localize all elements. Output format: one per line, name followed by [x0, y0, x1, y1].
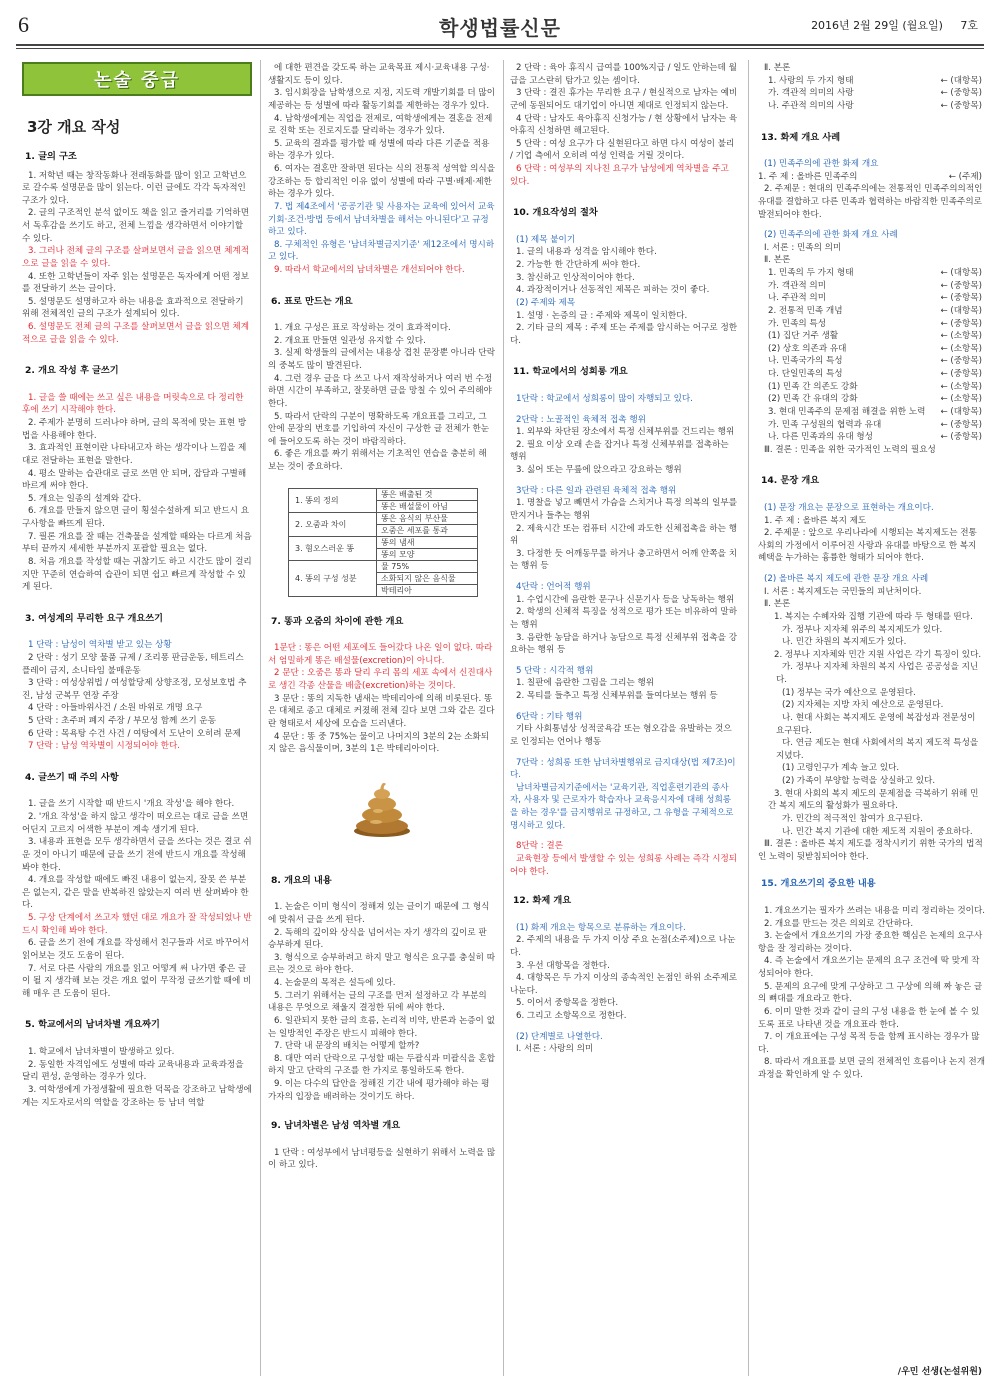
outline-tag: ← (대항목) [940, 268, 982, 279]
outline-row [758, 368, 986, 381]
section-heading: 3. 여성계의 무리한 요구 개요쓰기 [25, 612, 164, 624]
paragraph: 7. 법 제4조에서 '공공기관 및 사용자는 교육에 있어서 교육기회·조건·방법 등에서 남녀차별을 해서는 아니된다'고 규정하고 있다. [268, 201, 495, 238]
outline-item: Ⅱ. 본론 [764, 63, 791, 73]
table-row [289, 488, 478, 500]
paragraph: 5. 그러기 위해서는 글의 구조를 먼저 설정하고 각 부분의 내용은 무엇으로 채울지 결정한 뒤에 써야 한다. [268, 990, 487, 1014]
paragraph: 9. 따라서 학교에서의 남녀차별은 개선되어야 한다. [274, 265, 465, 275]
outline-tag: ← (중항목) [940, 318, 982, 329]
list-item: 2. 주제의 내용을 두 가지 이상 주요 논점(소주제)으로 나눈다. [510, 935, 736, 958]
paragraph: 6 단락 : 여성부의 지나친 요구가 남성에게 역차별을 주고 있다. [510, 164, 729, 187]
section-heading: 7. 똥과 오줌의 차이에 관한 개요 [271, 615, 404, 627]
list-item: 1. 칠판에 음란한 그림을 그리는 행위 [516, 678, 655, 689]
paragraph: 2. 글의 구조적인 분석 없이도 책을 읽고 즐거리를 기억하면서 독후감을 쓰기도 하고, 전체 느낌을 생각하면서 이야기할 수 있다. [22, 208, 249, 244]
outline-row [758, 87, 986, 100]
table-cell: 똥의 모양 [377, 548, 478, 560]
list-item: 3. 음란한 농담을 하거나 농담으로 특정 신체부위 접촉을 강요하는 행위 등 [510, 632, 737, 656]
section-heading: 13. 화제 개요 사례 [761, 131, 841, 143]
table-cell: 물 75% [377, 560, 478, 572]
outline-item: 1. 사랑의 두 가지 형태 [768, 75, 854, 86]
table-cell: 4. 똥의 구성 성분 [289, 560, 377, 596]
list-item: 2. 학생의 신체적 특징을 성적으로 평가 또는 비유하여 말하는 행위 [510, 607, 737, 630]
paragraph: 4. 남학생에게는 직업을 전제로, 여학생에게는 결혼을 전제로 진학 또는 진로지도를 달리하는 경우가 있다. [268, 113, 493, 137]
subheading: 4단락 : 언어적 행위 [516, 582, 591, 593]
paragraph: 2. 개요를 만드는 것은 의외로 간단하다. [764, 918, 914, 929]
outline-tag: ← (소항목) [940, 343, 982, 354]
list-item: 6 단락 : 목욕탕 수건 사건 / 여탕에서 도난이 오히려 문제 [28, 728, 241, 739]
section-heading: 2. 개요 작성 후 글쓰기 [25, 365, 119, 377]
paragraph: 2. 개요표 만들면 일관성 유지할 수 있다. [274, 335, 426, 346]
section-heading: 4. 글쓰기 때 주의 사항 [25, 771, 119, 783]
paragraph: 7. 서로 다른 사람의 개요를 읽고 어떻게 써 나가면 좋은 글이 될 지 생각해 보는 것은 개요 없이 무작정 글쓰기할 때에 비해 매우 큰 도움이 된다. [22, 963, 252, 999]
table-row [289, 560, 478, 572]
outline-item: 1. 민족의 두 가지 형태 [768, 268, 854, 279]
outline-item: 1. 주 제 : 올바른 민족주의 [758, 171, 858, 182]
outline-tag: ← (대항목) [940, 75, 982, 86]
paragraph: 5. 따라서 단락의 구분이 명확하도록 개요표를 그리고, 그 안에 문장의 번호를 기입하여 자신이 구상한 글 전체가 한눈에 들어오도록 하는 것이 바람직하다. [268, 411, 490, 447]
outline-item: 가. 객관적 의미의 사랑 [768, 88, 854, 99]
paragraph: 8. 따라서 개요표를 보면 글의 전체적인 흐름이나 논지 전개 과정을 확인하게 알 수 있다. [758, 1057, 985, 1081]
paragraph: 1. 개요쓰기는 필자가 쓰려는 내용을 미리 정리하는 것이다. [764, 905, 985, 916]
list-item: 7 단락 : 남성 역차별이 시정되어야 한다. [28, 741, 181, 752]
outline-list [758, 267, 986, 444]
outline-item: Ⅲ. 결론 : 올바른 복지 제도를 정착시키기 위한 국가의 법적인 노력이 뒷받침되어야 한다. [758, 839, 983, 862]
outline-row [758, 343, 986, 356]
list-item: 기타 사회통념상 성적굴욕감 또는 혐오감을 유발하는 것으로 인정되는 언어나 행동 [510, 724, 732, 747]
outline-item: 나. 민족국가의 특성 [768, 356, 843, 367]
paragraph: 2. 주제가 분명히 드러나야 하며, 글의 목적에 맞는 표현 방법을 사용해야 한다. [22, 418, 247, 441]
list-item: 2 단락 : 성기 모양 물품 규제 / 조리퐁 판금운동, 테트리스 플레이 금지, 소니타임 불매운동 [22, 652, 244, 676]
paragraph: 6. 여자는 결혼만 잘하면 된다는 식의 전통적 성역할 의식을 강조하는 등 합리적인 이유 없이 성별에 따라 구별·배제·제한하는 경우가 있다. [268, 164, 495, 200]
page-header [0, 0, 1000, 44]
outline-item: 가. 민족의 특성 [768, 318, 827, 329]
outline-item: 다. 단일민족의 특성 [768, 369, 843, 380]
outline-row [758, 305, 986, 318]
subheading: 6단락 : 기타 행위 [516, 711, 583, 722]
badge-label: 논술 중급 [94, 70, 180, 91]
section-heading: 5. 학교에서의 남녀차별 개요짜기 [25, 1019, 160, 1031]
paragraph: 5. 구상 단계에서 쓰고자 했던 대로 개요가 잘 작성되었나 반드시 확인해 봐야 한다. [22, 913, 252, 936]
paragraph: 7. 필론 개요를 잘 때는 건축물을 설계할 때와는 다르게 처음부터 끝까지 세세한 부분까지 포괄할 필요는 없다. [22, 531, 252, 555]
paragraph: 3. 실제 학생들의 글에서는 내용상 겹친 문장뿐 아니라 단락의 중복도 많이 발견된다. [268, 348, 495, 372]
poop-illustration [352, 776, 412, 838]
paragraph: 1. 글을 쓸 때에는 쓰고 싶은 내용을 머릿속으로 다 정리한 후에 쓰기 시작해야 한다. [22, 392, 244, 416]
section-heading: 9. 남녀차별은 남성 역차별 개요 [271, 1120, 401, 1132]
paragraph: 8. 대만 여러 단락으로 구성할 때는 두괄식과 미괄식을 혼합하지 말고 단락의 구조를 한 가지로 통일하도록 한다. [268, 1053, 495, 1077]
paragraph: 에 대한 편견을 갖도록 하는 교육목표 제시·교육내용 구성·생활지도 등이 있다. [268, 63, 490, 86]
outline-tag: ← (소항목) [940, 331, 982, 342]
paragraph: 2. 독해의 깊이와 상식을 넘어서는 자기 생각의 깊이로 판 승부하게 된다. [268, 927, 487, 951]
paragraph: 3 단락 : 결진 휴가는 무리한 요구 / 현실적으로 남자는 예비군에 동원되어도 대기업이 아니면 제대로 인정되지 않는다. [510, 88, 738, 111]
outline-row [758, 406, 986, 419]
section-heading: 14. 문장 개요 [761, 475, 820, 487]
paragraph: 1. 논술은 이미 형식이 정해져 있는 글이기 때문에 그 형식에 맞춰서 글을 쓰게 된다. [268, 902, 490, 925]
outline-item: (2) 상호 의존과 유대 [768, 343, 847, 354]
outline-table [288, 488, 478, 597]
list-item: 2. 목티를 들추고 특정 신체부위를 들여다보는 행위 등 [516, 691, 718, 702]
outline-item: (1) 민족 간 의존도 강화 [768, 381, 858, 392]
paragraph: 3. 여학생에게 가정생활에 필요한 덕목을 강조하고 남학생에게는 지도자로서의 역할을 강조하는 등 남녀 역할 [22, 1084, 252, 1108]
outline-item: 2. 정부나 지자체와 민간 지원 사업은 각기 특징이 있다. [774, 649, 982, 660]
paragraph: 5. 개요는 일종의 설계와 같다. [28, 493, 142, 504]
paragraph: 6. 일관되지 못한 글의 흐름, 논리적 비약, 반론과 논증이 없는 일방적인 주장은 반드시 피해야 한다. [268, 1015, 495, 1039]
table-row [289, 512, 478, 524]
list-item: 2. 필요 이상 오래 손을 잡거나 특정 신체부위를 접촉하는 행위 [510, 439, 729, 463]
table-cell: 2. 오줌과 차이 [289, 512, 377, 536]
paragraph: 1. 글을 쓰기 시작할 때 반드시 '개요 작성'을 해야 한다. [28, 799, 235, 810]
outline-row [758, 318, 986, 331]
table-cell: 똥은 배출된 것 [377, 488, 478, 500]
section-badge [22, 62, 252, 96]
outline-item: 나. 주관적 의미 [768, 293, 827, 304]
paragraph: 8. 구체적인 유형은 '남녀차별금지기준' 제12조에서 명시하고 있다. [268, 239, 495, 263]
column-divider [260, 60, 261, 1376]
outline-item: (1) 정부는 국가 예산으로 운영된다. [782, 687, 916, 698]
subheading: (1) 제목 붙이기 [516, 234, 576, 245]
paragraph: 2. 주제문 : 현대의 민족주의에는 전통적인 민족주의의적인 유대를 결합하고 다른 민족과 협력하는 바람직한 민족주의로 발전되어야 한다. [758, 184, 983, 220]
subheading: 5 단락 : 시각적 행위 [516, 665, 594, 676]
paragraph: 4. 평소 말하는 습관대로 글로 쓰면 안 되며, 잡담과 구별해 바르게 써야 한다. [22, 468, 247, 492]
table-row [289, 536, 478, 548]
table-cell: 소화되지 않은 음식물 [377, 572, 478, 584]
outline-item: (1) 집단 거주 생활 [768, 331, 839, 342]
section-heading: 15. 개요쓰기의 중요한 내용 [761, 878, 876, 890]
outline-tag: ← (중항목) [940, 369, 982, 380]
list-item: 2. 가능한 한 간단하게 써야 한다. [516, 260, 641, 271]
outline-item: 2. 전통적 민족 개념 [768, 305, 843, 316]
paragraph: 6. 설명문도 전체 글의 구조를 살펴보면서 글을 읽으면 체계적으로 글을 읽을 수 있다. [22, 322, 249, 345]
list-item: 2. 제육시간 또는 컴퓨터 시간에 과도한 신체접촉을 하는 행위 [510, 523, 737, 547]
paragraph: 4. 개요를 작성할 때에도 빠진 내용이 없는지, 잘못 쓴 부분은 없는지, 같은 말을 반복하진 않았는지 여러 번 살펴봐야 한다. [22, 875, 249, 911]
outline-item: 3. 현대 사회의 복지 제도의 문제점을 극복하기 위해 민간 복지 제도의 활성화가 필요하다. [768, 788, 979, 812]
outline-item: Ⅰ. 서론 : 민족의 의미 [764, 242, 842, 253]
issue-date [811, 17, 978, 33]
paragraph: 남녀차별금지기준에서는 '교육기관, 직업훈련기관의 종사자, 사용자 및 근로자가 학습자나 교육응시자에 대해 성희롱을 하는 경우'를 금지행위로 규정하고, 그 유형을 구체적으로 명시하고 있다. [510, 782, 734, 831]
list-item: 6. 그리고 소항목으로 정한다. [516, 1011, 627, 1022]
section-heading: 8. 개요의 내용 [271, 874, 332, 886]
outline-tag: ← (소항목) [940, 394, 982, 405]
subheading: (2) 올바른 복지 제도에 관한 문장 개요 사례 [764, 574, 929, 585]
column-divider [748, 60, 749, 1376]
list-item: 3. 싫어 또는 무릎에 앉으라고 강요하는 행위 [516, 465, 682, 476]
paragraph: 2. '개요 작성'을 하지 않고 생각이 떠오르는 대로 글을 쓰면 어딘지 고르지 어색한 부분이 계속 생기게 된다. [22, 812, 249, 835]
section-heading: 12. 화제 개요 [513, 895, 572, 907]
list-item: 1 단락 : 남성이 역차별 받고 있는 상황 [28, 640, 172, 651]
subheading: 1단락 : 학교에서 성희롱이 많이 자행되고 있다. [516, 393, 693, 404]
subheading: (1) 화제 개요는 항목으로 분류하는 개요이다. [516, 922, 686, 933]
table-cell: 박테리아 [377, 584, 478, 596]
article-title: 3강 개요 작성 [27, 118, 121, 136]
outline-item: 나. 민간 복지 기관에 대한 제도적 지원이 중요하다. [782, 826, 973, 837]
paragraph: 2. 동일한 자격임에도 성별에 따라 교육내용과 교육과정을 달리 편성, 운영하는 경우가 있다. [22, 1059, 244, 1083]
table-cell: 1. 똥의 정의 [289, 488, 377, 512]
paragraph: 2 단락 : 육아 휴직시 급여를 100%지급 / 일도 안하는데 월급을 고스란히 탐가고 있는 셈이다. [510, 63, 737, 86]
list-item: 1. 수업시간에 음란한 문구나 신문기사 등을 낭독하는 행위 [516, 594, 735, 605]
subheading: (1) 문장 개요는 문장으로 표현하는 개요이다. [764, 502, 934, 513]
subheading: 2단락 : 노골적인 육체적 접촉 행위 [516, 414, 646, 425]
list-item: Ⅰ. 서론 : 사랑의 의미 [516, 1044, 594, 1055]
paragraph: 4. 즉 논술에서 개요쓰기는 문제의 요구 조건에 딱 맞게 작성되어야 한다. [758, 956, 980, 980]
outline-tag: ← (중항목) [940, 280, 982, 291]
list-item: 5. 이어서 중항목을 정한다. [516, 998, 619, 1009]
outline-item: 나. 현대 사회는 복지제도 운영에 복잡성과 전문성이 요구된다. [776, 712, 976, 736]
subheading: (1) 민족주의에 관한 화제 개요 [764, 159, 879, 170]
outline-row [758, 267, 986, 280]
outline-row [758, 419, 986, 432]
paragraph: 4. 그런 경우 글을 다 쓰고 나서 재작성하거나 여러 번 수정하면 시간이 부족하고, 잘못하면 글을 망칠 수 있어 주의해야 한다. [268, 373, 493, 409]
masthead: 학생법률신문 [439, 16, 561, 40]
paragraph: 3. 형식으로 승부하려고 하지 말고 형식은 요구를 충실히 따르는 것으로 하야 한다. [268, 952, 495, 976]
date: 2016년 2월 29일 (월요일) [811, 19, 943, 32]
outline-item: Ⅲ. 결론 : 민족을 위한 국가적인 노력의 필요성 [764, 444, 936, 455]
outline-tag: ← (주제) [948, 171, 982, 182]
column-1 [22, 62, 252, 1109]
column-4 [758, 62, 986, 1082]
outline-tag: ← (소항목) [940, 381, 982, 392]
outline-item: 1. 복지는 수혜자와 집행 기관에 따라 두 형태를 띤다. [774, 611, 973, 622]
paragraph: 3. 논술에서 개요쓰기의 가장 중요한 핵심은 논제의 요구사항을 잘 정리하는 것이다. [758, 931, 983, 954]
subheading: (2) 민족주의에 관한 화제 개요 사례 [764, 230, 898, 241]
outline-row [758, 355, 986, 368]
paragraph: 3 문단 : 똥의 지독한 냄새는 박테리아에 의해 비롯된다. 똥은 대체로 종고 대체로 커졌해 전체 길다 보면 그와 같은 길다란 형태로서 세상에 모습을 드러낸다. [268, 693, 495, 729]
table-cell: 똥의 냄새 [377, 536, 478, 548]
outline-item: Ⅱ. 본론 [764, 255, 791, 266]
list-item: 1. 글의 내용과 성격을 암시해야 한다. [516, 247, 657, 258]
section-heading: 11. 학교에서의 성희롱 개요 [513, 366, 628, 378]
list-item: 5 단락 : 초주퍼 폐지 주장 / 부모성 함께 쓰기 운동 [28, 716, 217, 727]
outline-item: Ⅱ. 본론 [764, 599, 791, 610]
list-item: 1. 외부와 차단된 장소에서 특정 신체부위를 건드리는 행위 [516, 427, 735, 438]
list-item: 4. 과장적이거나 선동적인 제목은 피하는 것이 좋다. [516, 285, 710, 296]
column-divider [503, 60, 504, 1376]
author-signature: /우민 선생(논설위원) [897, 1367, 982, 1377]
paragraph: 2 문단 : 오줌은 똥과 달리 우리 몸의 세포 속에서 신진대사로 생긴 각종 산물을 배출(excretion)하는 것이다. [268, 668, 493, 692]
outline-item: 다. 연금 제도는 현대 사회에서의 복지 제도적 특성을 지녔다. [776, 738, 979, 761]
header-rule [16, 44, 984, 46]
outline-tag: ← (대항목) [940, 406, 982, 417]
outline-row [758, 431, 986, 444]
column-2 [268, 62, 496, 1172]
outline-item: 나. 주관적 의미의 사랑 [768, 100, 854, 111]
paragraph: 4 문단 : 똥 중 75%는 물이고 나머지의 3분의 2는 소화되지 않은 음식물이며, 3분의 1은 박테리아이다. [268, 731, 490, 755]
outline-tag: ← (중항목) [940, 88, 982, 99]
outline-item: 가. 객관적 의미 [768, 280, 827, 291]
paragraph: 7. 단락 내 문장의 배치는 어떻게 할까? [274, 1041, 420, 1052]
paragraph: 4. 논술문의 목적은 설득에 있다. [274, 978, 396, 989]
paragraph: 3. 그러나 전체 글의 구조를 살펴보면서 글을 읽으면 체계적으로 글을 읽을 수 있다. [22, 246, 249, 269]
outline-item: 나. 다른 민족과의 유대 형성 [768, 432, 873, 443]
subheading: (2) 주제와 제목 [516, 297, 576, 308]
outline-item: 가. 정부나 지자체 위주의 복지제도가 있다. [782, 624, 943, 635]
paragraph: 5 단락 : 여성 요구가 다 실현된다고 하면 다시 여성이 불리 / 기업 측에서 오히려 여성 인력을 거릴 것이다. [510, 138, 735, 162]
outline-row [758, 280, 986, 293]
paragraph: 1. 저학년 때는 창작동화나 전래동화를 많이 읽고 고학년으로 갈수록 설명문을 많이 읽는다. 이런 글에도 각각 독자적인 구조가 있다. [22, 170, 247, 206]
paragraph: 5. 교육의 결과를 평가할 때 성별에 따라 다른 기준을 적용하는 경우가 있다. [268, 138, 490, 162]
paragraph: 8. 처음 개요를 작성할 때는 귀찮기도 하고 시간도 많이 걸리지만 꾸준히 연습하여 습관이 되면 쉽고 빠르게 작성할 수 있게 된다. [22, 556, 252, 593]
outline-tag: ← (중항목) [940, 419, 982, 430]
list-item: 3. 참신하고 인상적이어야 한다. [516, 272, 635, 283]
outline-item: 가. 민간의 적극적인 참여가 요구된다. [782, 813, 923, 824]
outline-tag: ← (중항목) [940, 100, 982, 111]
issue-number: 7호 [960, 19, 978, 32]
table-cell: 똥은 음식의 부산물 [377, 512, 478, 524]
outline-tag: ← (중항목) [940, 293, 982, 304]
outline-item: 가. 정부나 지자체 차원의 복지 사업은 공공성을 지닌다. [776, 662, 979, 686]
list-item: 1. 주 제 : 올바른 복지 제도 [764, 515, 867, 526]
outline-row [758, 100, 986, 113]
list-item: 3. 우선 대항목을 정한다. [516, 960, 610, 971]
list-item: 1. 명찰을 넣고 빼면서 가슴을 스치거나 특정 의복의 일부를 만지거나 들추는 행위 [510, 498, 737, 521]
subheading: 8단락 : 결론 [516, 841, 564, 852]
outline-item: 나. 민간 차원의 복지제도가 있다. [782, 637, 907, 648]
paragraph: 9. 이는 다수의 답안을 정해진 기간 내에 평가해야 하는 평가자의 입장을 배려하는 것이기도 하다. [268, 1079, 490, 1102]
outline-tag: ← (중항목) [940, 356, 982, 367]
outline-item: (2) 지자체는 지방 자치 예산으로 운영된다. [782, 700, 944, 711]
page-number: 6 [18, 12, 29, 37]
list-item: 1. 설명 · 논증의 글 : 주제와 제목이 일치한다. [516, 310, 688, 321]
paragraph: 4 단락 : 남자도 육아휴직 신청가능 / 현 상황에서 남자는 육아휴직 신청하면 해고된다. [510, 113, 738, 137]
outline-item: 가. 민족 구성원의 협력과 유대 [768, 419, 882, 430]
outline-tag: ← (대항목) [940, 305, 982, 316]
paragraph: 5. 설명문도 설명하고자 하는 내용을 효과적으로 전달하기 위해 전체적인 글의 구조가 설계되어 있다. [22, 296, 244, 320]
table-cell: 3. 혐오스러운 똥 [289, 536, 377, 560]
outline-tag: ← (중항목) [940, 432, 982, 443]
outline-row [758, 381, 986, 394]
list-item: 3 단락 : 여성상위법 / 여성할당제 상향조정, 모성보호법 추진, 남성 군복무 연장 주장 [22, 678, 247, 701]
paragraph: 6. 좋은 개요를 짜기 위해서는 기초적인 연습을 충분히 해 보는 것이 중요하다. [268, 449, 487, 473]
paragraph: 4. 또한 고학년들이 자주 읽는 설명문은 독자에게 어떤 정보를 전달하기 쓰는 글이다. [22, 271, 249, 295]
paragraph: 2. 주제문 : 앞으로 우리나라에 시행되는 복지제도는 전통 사회의 가정에서 이루어진 사랑과 유대를 바탕으로 한 복지 혜택을 누가하는 흉륭한 형태가 되어야 한다. [758, 528, 977, 564]
column-3 [510, 62, 738, 1056]
paragraph: 3. 임시회장을 남학생으로 지정, 지도력 개발기회를 더 많이 제공하는 등 성별에 따라 활동기회를 제한하는 경우가 있다. [268, 88, 495, 111]
table-cell: 똥은 배설물이 아님 [377, 500, 478, 512]
paragraph: 3. 효과적인 표현이란 나타내고자 하는 생각이나 느낌을 제대로 전달하는 표현을 말한다. [22, 443, 247, 466]
paragraph: 1 단락 : 여성부에서 남녀평등을 실현하기 위해서 노력을 많이 하고 있다. [268, 1147, 496, 1171]
outline-item: (1) 고령인구가 계속 늘고 있다. [782, 763, 900, 774]
list-item: 3. 다정한 듯 어깨동무를 하거나 충고하면서 어깨 안쪽을 치는 행위 등 [510, 548, 737, 572]
paragraph: 1. 학교에서 남녀차별이 발생하고 있다. [28, 1047, 175, 1057]
outline-item: Ⅰ. 서론 : 복지제도는 국민들의 피난처이다. [764, 586, 922, 597]
outline-row [758, 75, 986, 88]
list-item: 4. 대항목은 두 가지 이상의 종속적인 논점인 하위 소주제로 나눈다. [510, 973, 737, 996]
section-heading: 1. 글의 구조 [25, 151, 77, 163]
subheading: (2) 단계별로 나열한다. [516, 1031, 603, 1042]
section-heading: 6. 표로 만드는 개요 [271, 295, 353, 307]
subheading: 3단락 : 다른 일과 관련된 육체적 접촉 행위 [516, 485, 677, 496]
paragraph: 교육현장 등에서 발생할 수 있는 성희롱 사례는 즉각 시정되어야 한다. [510, 853, 738, 877]
list-item: 2. 기타 글의 제목 : 주제 또는 주제를 암시하는 어구로 정한다. [510, 323, 738, 346]
paragraph: 5. 문제의 요구에 맞게 구상하고 그 구상에 의해 짜 놓은 글의 뼈대를 개요라고 한다. [758, 981, 983, 1005]
paragraph: 6. 이미 말한 것과 같이 글의 구성 내용을 한 눈에 볼 수 있도록 표로 나타낸 것을 개요표라 한다. [758, 1006, 980, 1030]
paragraph: 1문단 : 똥은 어떤 세포에도 들어갔다 나온 일이 없다. 따라서 엄밀하게 똥은 배설물(excretion)이 아니다. [268, 643, 493, 666]
outline-row [758, 393, 986, 406]
paragraph: 7. 이 개요표에는 구성 목적 등을 함께 표시하는 경우가 많다. [758, 1032, 980, 1055]
outline-item: 3. 현대 민족주의 문제점 해결을 위한 노력 [768, 406, 926, 417]
paragraph: 6. 글을 쓰기 전에 개요를 작성해서 친구들과 서로 바꾸어서 읽어보는 것도 도움이 된다. [22, 938, 249, 961]
table-cell: 오줌은 세포를 통과 [377, 524, 478, 536]
outline-item: (2) 가족이 부양할 능력을 상실하고 있다. [782, 776, 936, 787]
list-item: 4 단락 : 아들바위사건 / 소원 바위로 개명 요구 [28, 703, 203, 714]
paragraph: 3. 내용과 표현을 모두 생각하면서 글을 쓰다는 것은 결코 쉬운 것이 아니기 때문에 글을 쓰기 전에 반드시 개요를 작성해 봐야 한다. [22, 837, 252, 873]
header-rule-thin [16, 48, 984, 49]
paragraph: 6. 개요를 만들지 않으면 글이 횡설수설하게 되고 반드시 요구사항을 빠뜨게 된다. [22, 506, 249, 530]
paragraph: 1. 개요 구성은 표로 작성하는 것이 효과적이다. [274, 323, 451, 334]
outline-row [758, 330, 986, 343]
section-heading: 10. 개요작성의 절차 [513, 207, 598, 219]
subheading: 7단락 : 성희롱 또한 남녀차별행위로 금지대상(법 제7조)이다. [510, 757, 736, 781]
outline-row [758, 171, 986, 184]
outline-row [758, 292, 986, 305]
outline-item: (2) 민족 간 유대의 강화 [768, 394, 858, 405]
